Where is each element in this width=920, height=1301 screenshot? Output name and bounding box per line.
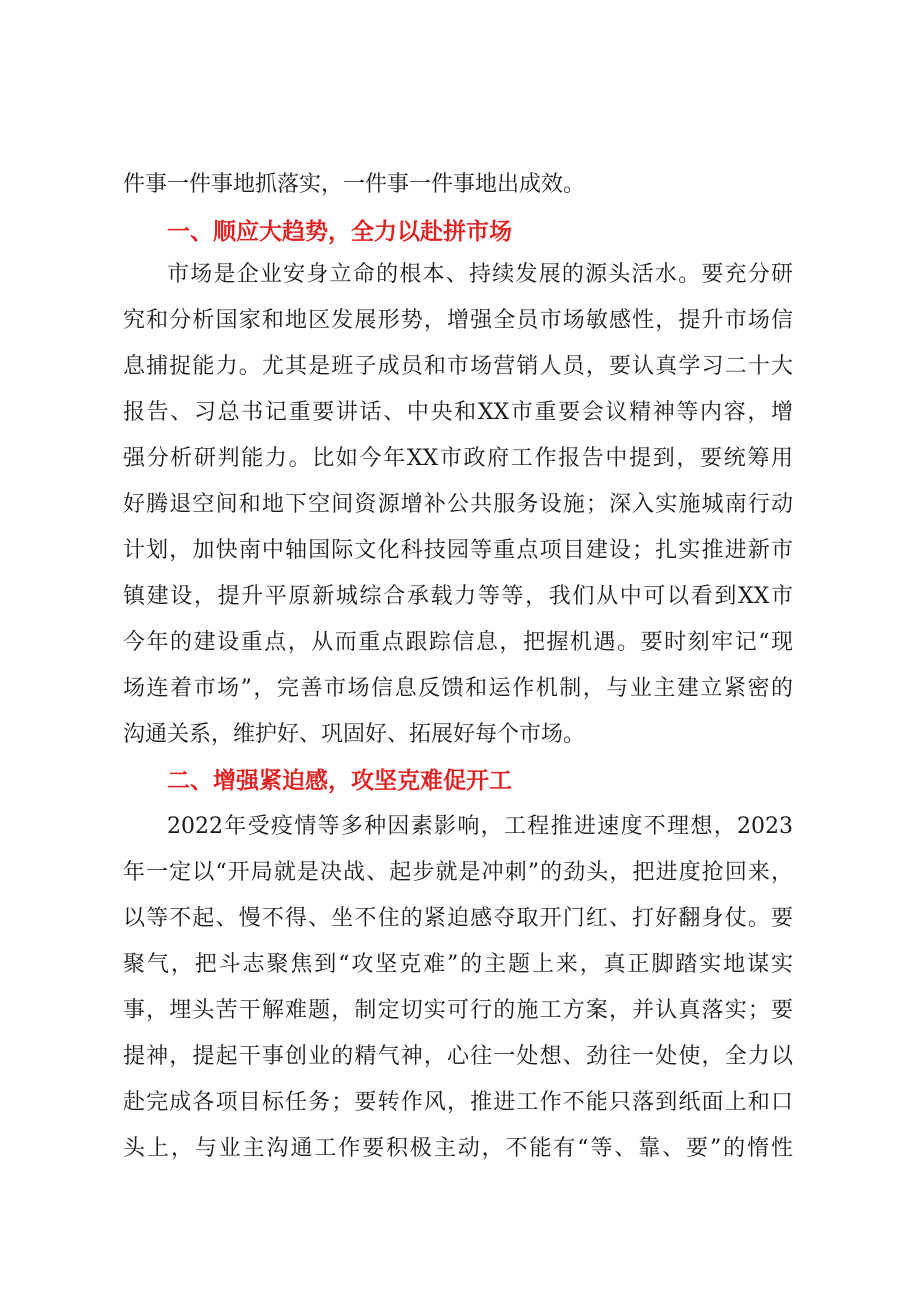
section-heading-2: 二、增强紧迫感，攻坚克难促开工 <box>167 768 512 794</box>
paragraph-line: 计划，加快南中轴国际文化科技园等重点项目建设；扎实推进新市 <box>123 538 793 563</box>
paragraph-line: 市场是企业安身立命的根本、持续发展的源头活水。要充分研 <box>167 262 793 287</box>
paragraph-line: 件事一件事地抓落实，一件事一件事地出成效。 <box>123 172 586 197</box>
paragraph-line: 今年的建设重点，从而重点跟踪信息，把握机遇。要时刻牢记“现 <box>123 630 793 655</box>
paragraph-line: 息捕捉能力。尤其是班子成员和市场营销人员，要认真学习二十大 <box>123 354 793 379</box>
paragraph-line: 2022年受疫情等多种因素影响，工程推进速度不理想，2023 <box>167 814 793 839</box>
paragraph-line: 镇建设，提升平原新城综合承载力等等，我们从中可以看到XX市 <box>123 584 793 609</box>
paragraph-line: 究和分析国家和地区发展形势，增强全员市场敏感性，提升市场信 <box>123 308 793 333</box>
paragraph-line: 提神，提起干事创业的精气神，心往一处想、劲往一处使，全力以 <box>123 1044 793 1069</box>
paragraph-line: 好腾退空间和地下空间资源增补公共服务设施；深入实施城南行动 <box>123 492 793 517</box>
paragraph-line: 事，埋头苦干解难题，制定切实可行的施工方案，并认真落实；要 <box>123 998 793 1023</box>
paragraph-line: 报告、习总书记重要讲话、中央和XX市重要会议精神等内容，增 <box>123 400 793 425</box>
paragraph-line: 场连着市场”，完善市场信息反馈和运作机制，与业主建立紧密的 <box>123 676 793 701</box>
paragraph-line: 赴完成各项目标任务；要转作风，推进工作不能只落到纸面上和口 <box>123 1090 793 1115</box>
paragraph-line: 聚气，把斗志聚焦到“攻坚克难”的主题上来，真正脚踏实地谋实 <box>123 952 793 977</box>
section-heading-1: 一、顺应大趋势，全力以赴拼市场 <box>167 219 512 245</box>
paragraph-line: 年一定以“开局就是决战、起步就是冲刺”的劲头，把进度抢回来， <box>123 860 793 885</box>
paragraph-line: 沟通关系，维护好、巩固好、拓展好每个市场。 <box>123 722 586 747</box>
paragraph-line: 强分析研判能力。比如今年XX市政府工作报告中提到，要统筹用 <box>123 446 793 471</box>
paragraph-line: 以等不起、慢不得、坐不住的紧迫感夺取开门红、打好翻身仗。要 <box>123 906 793 931</box>
paragraph-line: 头上，与业主沟通工作要积极主动，不能有“等、靠、要”的惰性 <box>123 1136 793 1161</box>
